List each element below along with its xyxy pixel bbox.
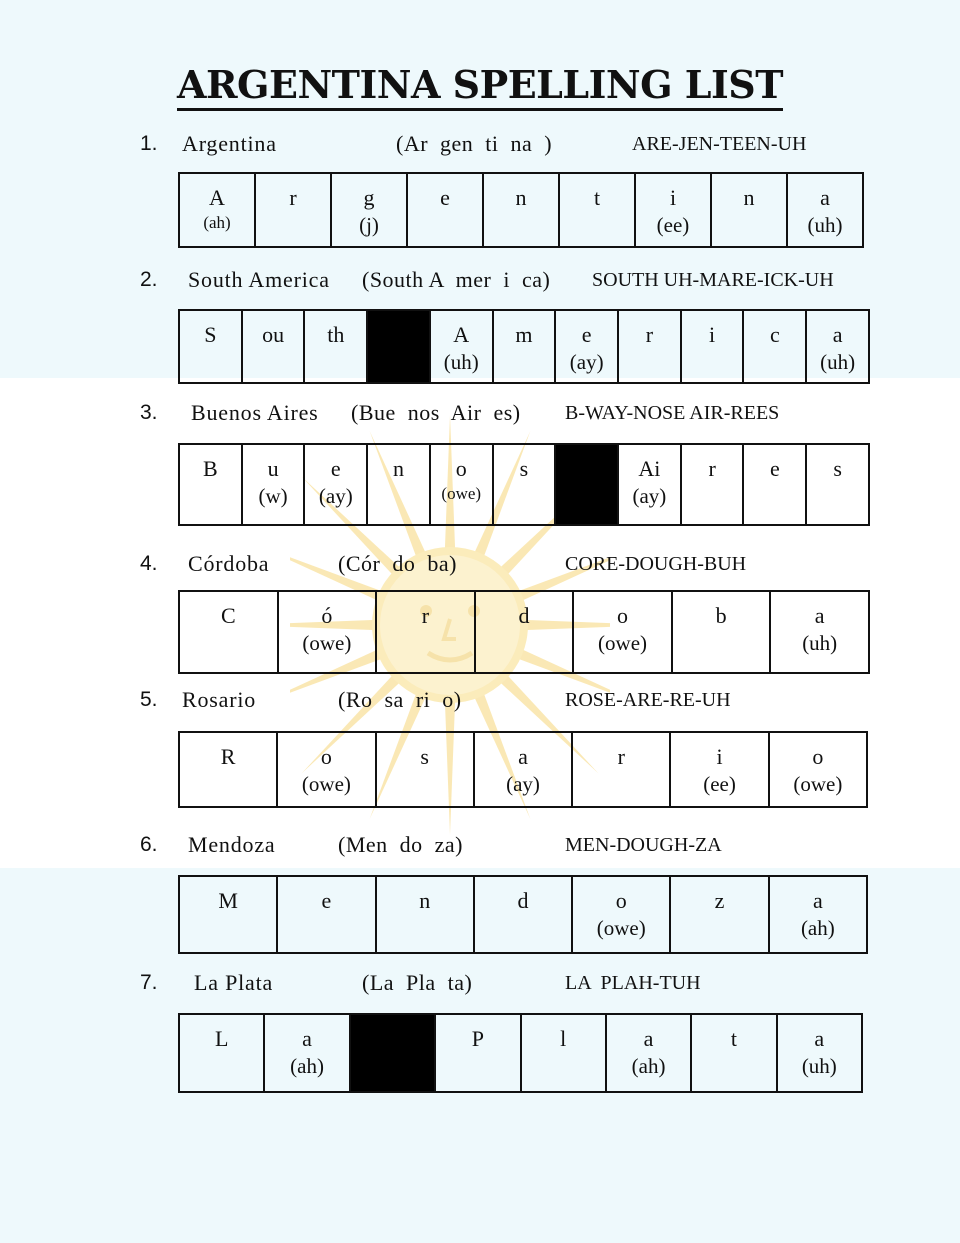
cell-sound: (owe) bbox=[793, 771, 843, 796]
cell-letter: r bbox=[289, 185, 297, 210]
cell-letter: n bbox=[515, 185, 527, 210]
cell-sound: (owe) bbox=[441, 483, 482, 503]
letter-cell bbox=[430, 310, 493, 383]
cell-letter: Ai bbox=[638, 456, 661, 481]
letter-cell bbox=[618, 310, 681, 383]
cell-sound: (j) bbox=[359, 212, 379, 237]
phonetic-pronunciation: SOUTH UH-MARE-ICK-UH bbox=[592, 269, 834, 291]
cell-sound: (uh) bbox=[807, 212, 843, 237]
syllable-breakdown: (La Pla ta) bbox=[362, 970, 473, 995]
letter-cell bbox=[376, 591, 475, 673]
letter-cell bbox=[304, 310, 367, 383]
word-space-cell bbox=[367, 310, 430, 383]
cell-letter: a bbox=[643, 1026, 654, 1051]
letter-row bbox=[179, 876, 867, 953]
phonetic-pronunciation: CORE-DOUGH-BUH bbox=[565, 553, 747, 575]
cell-sound: (ah) bbox=[800, 915, 835, 940]
letter-cell bbox=[606, 1014, 691, 1092]
cell-sound: (ah) bbox=[203, 212, 231, 232]
letter-row bbox=[179, 173, 863, 247]
cell-letter: s bbox=[420, 744, 429, 769]
letter-cell bbox=[711, 173, 787, 247]
item-number: 5. bbox=[140, 688, 158, 711]
cell-letter: i bbox=[716, 744, 723, 769]
cell-letter: ó bbox=[321, 603, 333, 628]
cell-letter: r bbox=[708, 456, 716, 481]
letter-cell bbox=[493, 444, 556, 525]
letter-cell bbox=[277, 876, 375, 953]
phonetic-pronunciation: ROSE-ARE-RE-UH bbox=[565, 689, 731, 711]
cell-sound: (uh) bbox=[443, 349, 479, 374]
cell-letter: L bbox=[214, 1026, 229, 1051]
cell-letter: a bbox=[812, 888, 823, 913]
cell-sound: (ah) bbox=[290, 1053, 324, 1078]
letter-grid bbox=[178, 1013, 863, 1093]
letter-cell bbox=[770, 591, 869, 673]
letter-cell bbox=[430, 444, 493, 525]
cell-letter: th bbox=[327, 322, 345, 347]
letter-cell bbox=[277, 732, 375, 807]
letter-cell bbox=[179, 173, 255, 247]
cell-sound: (uh) bbox=[820, 349, 856, 374]
letter-cell bbox=[635, 173, 711, 247]
cell-letter: a bbox=[814, 603, 825, 628]
letter-cell bbox=[367, 444, 430, 525]
syllable-breakdown: (Cór do ba) bbox=[338, 551, 457, 576]
item-number: 2. bbox=[140, 268, 158, 291]
cell-sound: (owe) bbox=[301, 771, 351, 796]
letter-cell bbox=[777, 1014, 862, 1092]
letter-cell bbox=[769, 732, 867, 807]
letter-cell bbox=[179, 876, 277, 953]
spelling-word: South America bbox=[188, 267, 330, 292]
letter-cell bbox=[559, 173, 635, 247]
letter-cell bbox=[475, 591, 574, 673]
cell-letter: a bbox=[832, 322, 843, 347]
cell-letter: s bbox=[519, 456, 529, 481]
cell-sound: (owe) bbox=[598, 630, 648, 655]
item-number: 3. bbox=[140, 401, 158, 424]
spelling-word: Mendoza bbox=[188, 832, 276, 857]
item-number: 6. bbox=[140, 833, 158, 856]
cell-letter: a bbox=[302, 1026, 312, 1051]
letter-cell bbox=[242, 310, 305, 383]
cell-letter: o bbox=[615, 888, 627, 913]
cell-letter: e bbox=[321, 888, 332, 913]
cell-sound: (ay) bbox=[506, 771, 540, 796]
letter-cell bbox=[179, 1014, 264, 1092]
letter-cell bbox=[670, 876, 768, 953]
letter-cell bbox=[331, 173, 407, 247]
letter-cell bbox=[681, 310, 744, 383]
cell-letter: l bbox=[560, 1026, 567, 1051]
letter-cell bbox=[493, 310, 556, 383]
letter-cell bbox=[264, 1014, 349, 1092]
letter-cell bbox=[681, 444, 744, 525]
cell-letter: i bbox=[669, 185, 677, 210]
letter-cell bbox=[407, 173, 483, 247]
cell-letter: e bbox=[769, 456, 780, 481]
page-title: ARGENTINA SPELLING LIST bbox=[0, 62, 960, 107]
cell-letter: a bbox=[518, 744, 528, 769]
cell-letter: e bbox=[330, 456, 341, 481]
letter-cell bbox=[376, 876, 474, 953]
letter-cell bbox=[304, 444, 367, 525]
cell-sound: (ay) bbox=[632, 483, 667, 508]
word-space-cell bbox=[350, 1014, 435, 1092]
cell-sound: (owe) bbox=[302, 630, 352, 655]
cell-letter: a bbox=[820, 185, 830, 210]
spelling-word: La Plata bbox=[194, 970, 274, 995]
letter-cell bbox=[806, 444, 869, 525]
phonetic-pronunciation: ARE-JEN-TEEN-UH bbox=[632, 133, 807, 155]
cell-letter: o bbox=[812, 744, 824, 769]
phonetic-pronunciation: B-WAY-NOSE AIR-REES bbox=[565, 402, 780, 424]
letter-grid bbox=[178, 443, 870, 526]
cell-letter: d bbox=[517, 888, 529, 913]
syllable-breakdown: (Men do za) bbox=[338, 832, 464, 857]
letter-cell bbox=[769, 876, 867, 953]
letter-row bbox=[179, 732, 867, 807]
cell-letter: z bbox=[714, 888, 725, 913]
spelling-word: Córdoba bbox=[188, 551, 270, 576]
cell-letter: S bbox=[204, 322, 217, 347]
letter-row bbox=[179, 1014, 862, 1092]
cell-sound: (uh) bbox=[801, 1053, 837, 1078]
cell-letter: g bbox=[363, 185, 375, 210]
cell-letter: t bbox=[593, 185, 601, 210]
cell-sound: (ee) bbox=[656, 212, 690, 237]
cell-letter: B bbox=[203, 456, 218, 481]
letter-grid bbox=[178, 309, 870, 384]
cell-letter: r bbox=[617, 744, 625, 769]
letter-cell bbox=[179, 732, 277, 807]
cell-letter: ou bbox=[262, 322, 285, 347]
letter-cell bbox=[179, 310, 242, 383]
cell-letter: P bbox=[471, 1026, 484, 1051]
cell-letter: u bbox=[267, 456, 279, 481]
letter-cell bbox=[806, 310, 869, 383]
cell-letter: m bbox=[515, 322, 533, 347]
letter-cell bbox=[743, 310, 806, 383]
letter-cell bbox=[242, 444, 305, 525]
letter-row bbox=[179, 310, 869, 383]
letter-cell bbox=[255, 173, 331, 247]
cell-letter: d bbox=[518, 603, 530, 628]
letter-cell bbox=[474, 876, 572, 953]
cell-letter: o bbox=[617, 603, 629, 628]
letter-cell bbox=[691, 1014, 776, 1092]
letter-cell bbox=[521, 1014, 606, 1092]
letter-cell bbox=[670, 732, 768, 807]
cell-letter: i bbox=[709, 322, 716, 347]
cell-letter: e bbox=[440, 185, 450, 210]
item-number: 4. bbox=[140, 552, 158, 575]
letter-cell bbox=[179, 591, 278, 673]
syllable-breakdown: (South A mer i ca) bbox=[362, 267, 551, 292]
item-number: 7. bbox=[140, 971, 158, 994]
letter-row bbox=[179, 591, 869, 673]
cell-letter: b bbox=[715, 603, 727, 628]
cell-letter: C bbox=[220, 603, 236, 628]
cell-letter: R bbox=[220, 744, 236, 769]
cell-sound: (ay) bbox=[318, 483, 353, 508]
letter-cell bbox=[572, 732, 670, 807]
letter-cell bbox=[618, 444, 681, 525]
letter-cell bbox=[555, 310, 618, 383]
cell-letter: n bbox=[419, 888, 431, 913]
spelling-word: Rosario bbox=[182, 687, 257, 712]
syllable-breakdown: (Bue nos Air es) bbox=[351, 400, 521, 425]
letter-cell bbox=[435, 1014, 520, 1092]
cell-letter: c bbox=[769, 322, 780, 347]
cell-letter: t bbox=[730, 1026, 737, 1051]
cell-sound: (ah) bbox=[631, 1053, 666, 1078]
cell-letter: A bbox=[209, 185, 225, 210]
letter-cell bbox=[672, 591, 771, 673]
cell-letter: o bbox=[320, 744, 332, 769]
cell-letter: o bbox=[455, 456, 467, 481]
letter-grid bbox=[178, 172, 864, 248]
word-space-cell bbox=[555, 444, 618, 525]
syllable-breakdown: (Ro sa ri o) bbox=[338, 687, 462, 712]
letter-grid bbox=[178, 731, 868, 808]
cell-sound: (ay) bbox=[569, 349, 604, 374]
cell-letter: e bbox=[581, 322, 592, 347]
cell-letter: a bbox=[814, 1026, 825, 1051]
cell-letter: n bbox=[393, 456, 405, 481]
letter-cell bbox=[179, 444, 242, 525]
letter-cell bbox=[474, 732, 572, 807]
cell-letter: s bbox=[833, 456, 842, 481]
letter-cell bbox=[278, 591, 377, 673]
spelling-word: Argentina bbox=[182, 131, 277, 156]
letter-grid bbox=[178, 875, 868, 954]
cell-sound: (uh) bbox=[802, 630, 838, 655]
cell-sound: (w) bbox=[258, 483, 288, 508]
phonetic-pronunciation: MEN-DOUGH-ZA bbox=[565, 834, 722, 856]
cell-letter: n bbox=[743, 185, 755, 210]
cell-letter: A bbox=[453, 322, 470, 347]
letter-cell bbox=[787, 173, 863, 247]
letter-row bbox=[179, 444, 869, 525]
letter-cell bbox=[573, 591, 672, 673]
item-number: 1. bbox=[140, 132, 158, 155]
phonetic-pronunciation: LA PLAH-TUH bbox=[565, 972, 701, 994]
cell-sound: (owe) bbox=[596, 915, 646, 940]
letter-cell bbox=[376, 732, 474, 807]
letter-cell bbox=[483, 173, 559, 247]
cell-sound: (ee) bbox=[703, 771, 736, 796]
letter-grid bbox=[178, 590, 870, 674]
cell-letter: r bbox=[645, 322, 654, 347]
cell-letter: M bbox=[218, 888, 238, 913]
spelling-word: Buenos Aires bbox=[191, 400, 319, 425]
cell-letter: r bbox=[421, 603, 430, 628]
syllable-breakdown: (Ar gen ti na ) bbox=[396, 131, 553, 156]
letter-cell bbox=[743, 444, 806, 525]
letter-cell bbox=[572, 876, 670, 953]
